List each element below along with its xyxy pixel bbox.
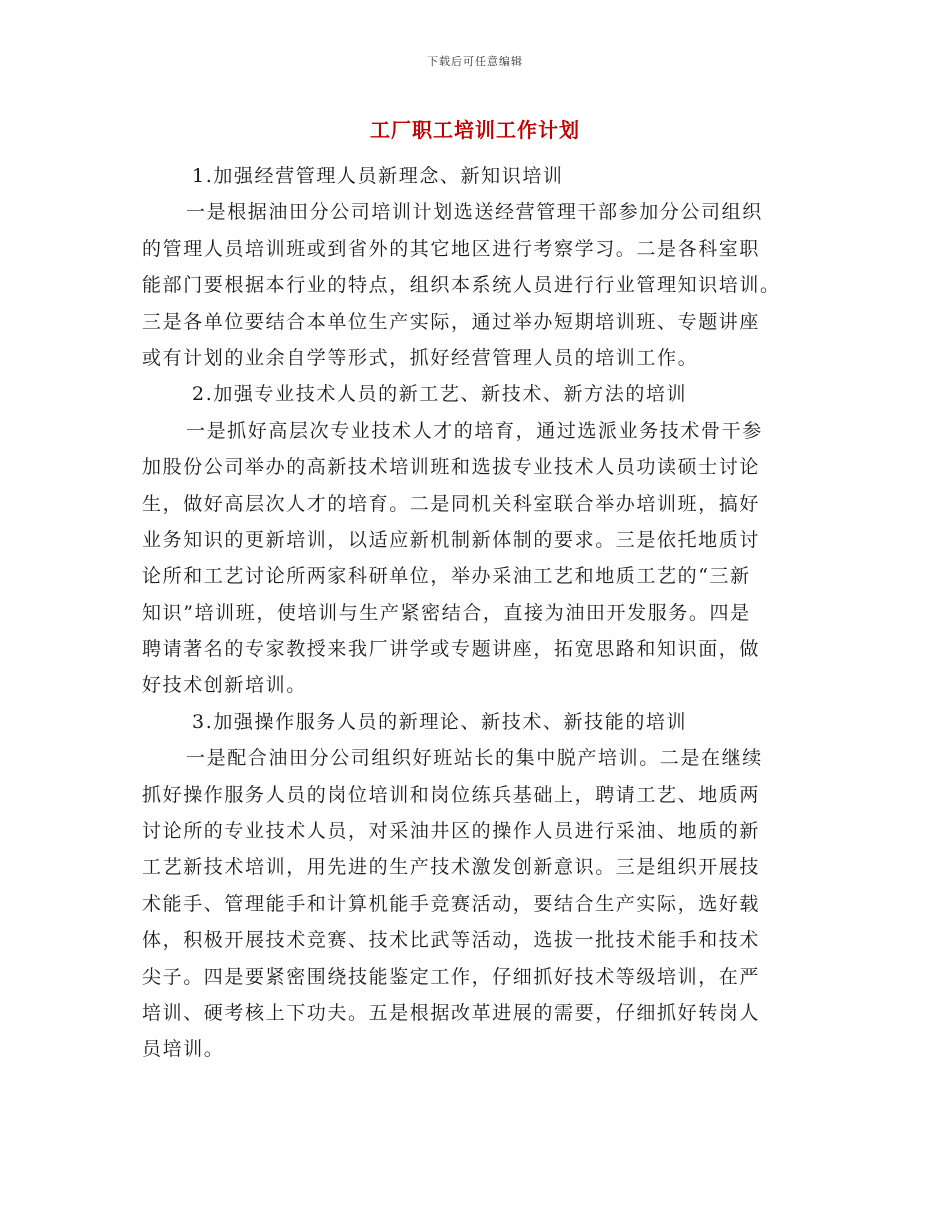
body-line: 生，做好高层次人才的培育。二是同机关科室联合举办培训班，搞好	[142, 492, 761, 515]
body-line: 聘请著名的专家教授来我厂讲学或专题讲座，拓宽思路和知识面，做	[142, 638, 761, 661]
body-line: 三是各单位要结合本单位生产实际，通过举办短期培训班、专题讲座	[142, 310, 761, 333]
body-line: 知识”培训班，使培训与生产紧密结合，直接为油田开发服务。四是	[142, 601, 751, 624]
body-line: 培训、硬考核上下功夫。五是根据改革进展的需要，仔细抓好转岗人	[142, 1001, 761, 1024]
body-line: 一是配合油田分公司组织好班站长的集中脱产培训。二是在继续	[186, 747, 763, 770]
body-line: 或有计划的业余自学等形式，抓好经营管理人员的培训工作。	[142, 346, 699, 369]
document-body	[142, 158, 810, 1068]
header-note: 下载后可任意编辑	[427, 55, 523, 68]
body-line: 讨论所的专业技术人员，对采油井区的操作人员进行采油、地质的新	[142, 820, 761, 843]
body-line: 论所和工艺讨论所两家科研单位，举办采油工艺和地质工艺的“三新	[142, 565, 751, 588]
body-line: 术能手、管理能手和计算机能手竞赛活动，要结合生产实际，选好载	[142, 892, 761, 915]
section-heading-1: 1.加强经营管理人员新理念、新知识培训	[192, 165, 564, 187]
body-line: 一是根据油田分公司培训计划选送经营管理干部参加分公司组织	[186, 201, 763, 224]
document-title: 工厂职工培训工作计划	[370, 118, 580, 142]
body-line: 的管理人员培训班或到省外的其它地区进行考察学习。二是各科室职	[142, 237, 761, 260]
body-line: 一是抓好高层次专业技术人才的培育，通过选派业务技术骨干参	[186, 419, 763, 442]
body-line: 体，积极开展技术竞赛、技术比武等活动，选拔一批技术能手和技术	[142, 929, 761, 952]
body-line: 工艺新技术培训，用先进的生产技术激发创新意识。三是组织开展技	[142, 856, 761, 879]
body-line: 员培训。	[142, 1038, 225, 1061]
body-line: 加股份公司举办的高新技术培训班和选拔专业技术人员功读硕士讨论	[142, 456, 761, 479]
body-line: 好技术创新培训。	[142, 674, 307, 697]
body-line: 业务知识的更新培训，以适应新机制新体制的要求。三是依托地质讨	[142, 528, 761, 551]
section-heading-3: 3.加强操作服务人员的新理论、新技术、新技能的培训	[192, 710, 688, 733]
body-line: 尖子。四是要紧密围绕技能鉴定工作，仔细抓好技术等级培训，在严	[142, 965, 761, 988]
body-line: 抓好操作服务人员的岗位培训和岗位练兵基础上，聘请工艺、地质两	[142, 783, 761, 806]
section-heading-2: 2.加强专业技术人员的新工艺、新技术、新方法的培训	[192, 383, 688, 406]
body-line: 能部门要根据本行业的特点，组织本系统人员进行行业管理知识培训。	[142, 274, 781, 297]
